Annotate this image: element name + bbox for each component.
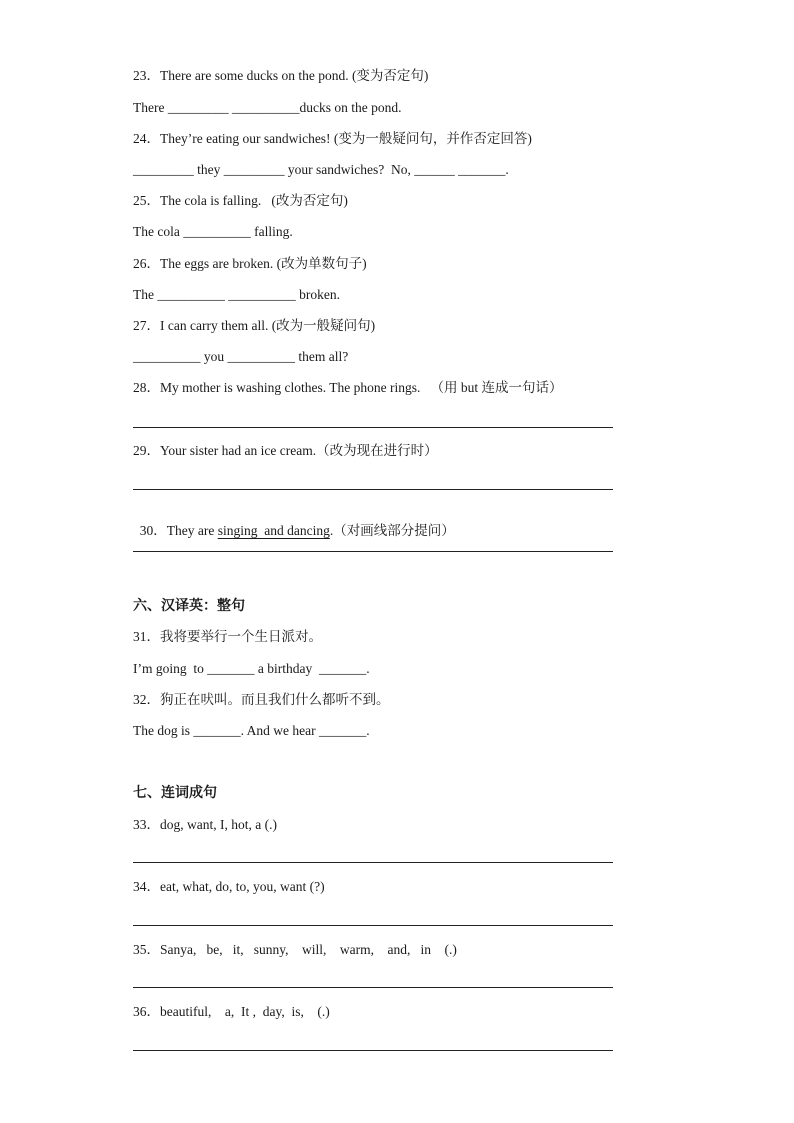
q23-prompt: 23．There are some ducks on the pond. (变为否定句) xyxy=(133,68,429,83)
q30-prompt xyxy=(133,504,455,540)
q23-answer: There _________ __________ducks on the pond. xyxy=(133,100,402,115)
q32-prompt: 32．狗正在吠叫。而且我们什么都听不到。 xyxy=(133,692,390,707)
q30-suffix: .（对画线部分提问） xyxy=(329,523,455,538)
q25-answer: The cola __________ falling. xyxy=(133,224,293,239)
q29-answer-line[interactable] xyxy=(133,489,613,490)
q29-prompt: 29．Your sister had an ice cream.（改为现在进行时） xyxy=(133,443,438,458)
q33-answer-line[interactable] xyxy=(133,862,613,863)
q35-prompt: 35．Sanya, be, it, sunny, will, warm, and, in (.) xyxy=(133,942,457,957)
q30-prefix: 30．They are xyxy=(139,523,218,538)
q26-prompt: 26．The eggs are broken. (改为单数句子) xyxy=(133,256,367,271)
q27-answer: __________ you __________ them all? xyxy=(133,349,349,364)
q34-prompt: 34．eat, what, do, to, you, want (?) xyxy=(133,879,325,894)
q25-prompt: 25．The cola is falling. (改为否定句) xyxy=(133,193,348,208)
q24-prompt: 24．They’re eating our sandwiches! (变为一般疑问句，并作否定回答) xyxy=(133,131,532,146)
q31-prompt: 31．我将要举行一个生日派对。 xyxy=(133,629,322,644)
q28-prompt: 28．My mother is washing clothes. The phone rings. （用 but 连成一句话） xyxy=(133,380,563,395)
q30-underlined-part: singing and dancing xyxy=(217,523,330,538)
q33-prompt: 33．dog, want, I, hot, a (.) xyxy=(133,817,277,832)
q31-answer: I’m going to _______ a birthday _______. xyxy=(133,661,370,676)
q35-answer-line[interactable] xyxy=(133,987,613,988)
q30-answer-line[interactable] xyxy=(133,551,613,552)
q34-answer-line[interactable] xyxy=(133,925,613,926)
section6-heading: 六、汉译英：整句 xyxy=(133,598,245,614)
q24-answer: _________ they _________ your sandwiches? No, ______ _______. xyxy=(133,162,509,177)
q27-prompt: 27．I can carry them all. (改为一般疑问句) xyxy=(133,318,376,333)
q36-answer-line[interactable] xyxy=(133,1050,613,1051)
q32-answer: The dog is _______. And we hear _______. xyxy=(133,723,370,738)
q28-answer-line[interactable] xyxy=(133,427,613,428)
q26-answer: The __________ __________ broken. xyxy=(133,287,340,302)
q36-prompt: 36．beautiful, a, It , day, is, (.) xyxy=(133,1004,330,1019)
section7-heading: 七、连词成句 xyxy=(133,785,217,801)
